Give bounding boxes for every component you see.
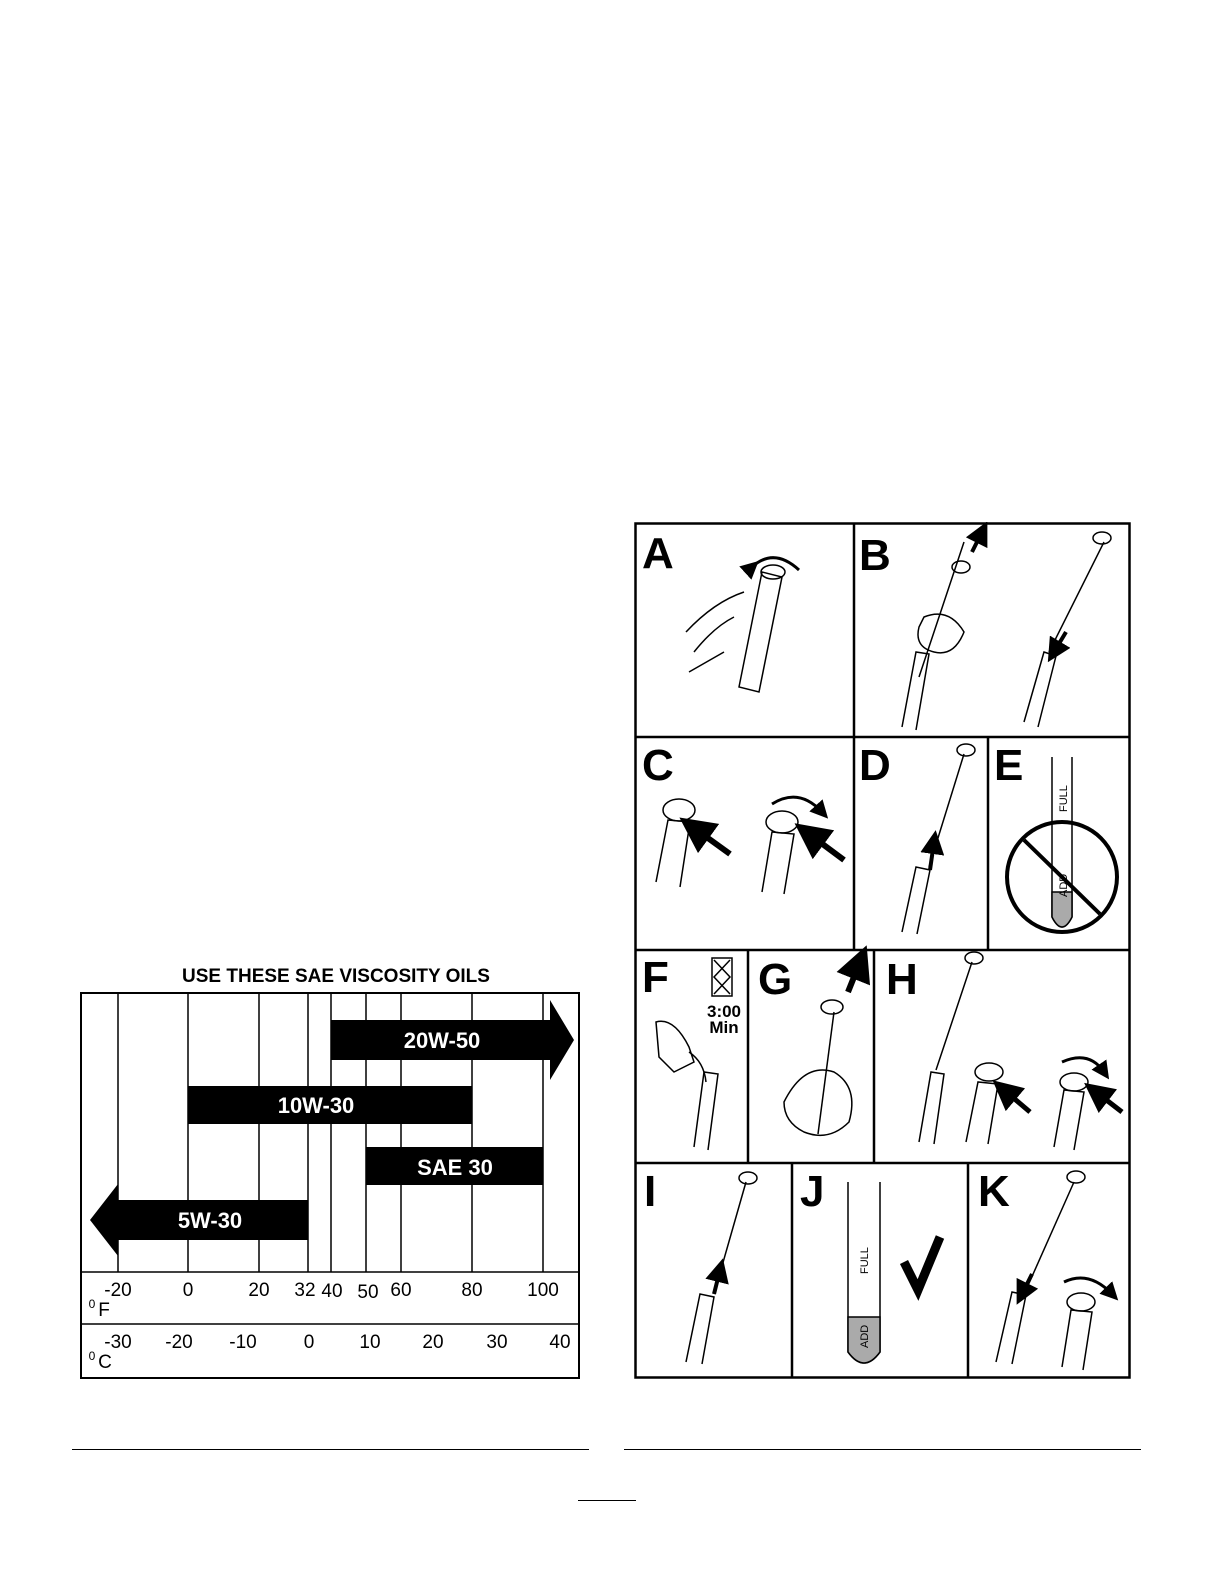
timer-time: 3:00 [706, 1002, 742, 1021]
page-number-rule [578, 1500, 636, 1501]
bar-5w-30 [90, 1184, 308, 1256]
c-tick: 20 [422, 1332, 444, 1353]
fahrenheit-label: F [98, 1300, 110, 1321]
panel-letter-h: H [886, 955, 918, 1004]
c-tick: -30 [104, 1332, 132, 1353]
panel-letter-k: K [978, 1167, 1010, 1216]
panel-letter-c: C [642, 741, 674, 790]
viscosity-chart [80, 992, 580, 1380]
timer-unit: Min [709, 1018, 739, 1037]
incorrect-oil-level-icon [1007, 757, 1117, 932]
panel-letter-b: B [859, 531, 891, 580]
remove-dipstick-illustration [784, 962, 860, 1135]
oil-check-steps-illustration [634, 522, 1132, 1380]
c-tick: 30 [486, 1332, 508, 1353]
bar-label-10w-30: 10W-30 [277, 1093, 355, 1118]
dipstick-add-label-j: ADD [859, 1324, 871, 1348]
bar-label-20w-50: 20W-50 [403, 1028, 481, 1053]
dipstick-add-label-e: ADD [1058, 873, 1070, 897]
c-tick: 10 [359, 1332, 381, 1353]
cap-tighten-illustration [656, 797, 844, 894]
panel-letter-i: I [644, 1167, 657, 1216]
bar-sae-30 [366, 1147, 543, 1185]
f-tick: 0 [182, 1280, 194, 1301]
check-dipstick-illustration [686, 1172, 757, 1364]
bar-label-sae-30: SAE 30 [417, 1155, 493, 1180]
footer-rule-left [72, 1449, 589, 1450]
bar-label-5w-30: 5W-30 [177, 1208, 243, 1233]
reinsert-and-tighten-illustration [919, 952, 1122, 1150]
f-tick: 32 [294, 1280, 316, 1301]
viscosity-chart-title: USE THESE SAE VISCOSITY OILS [182, 966, 490, 987]
c-tick: -20 [165, 1332, 193, 1353]
fill-tube-cap-illustration [686, 558, 799, 692]
panel-letter-g: G [758, 955, 793, 1004]
final-cap-tighten-illustration [996, 1171, 1112, 1370]
panel-letter-d: D [859, 741, 891, 790]
dipstick-full-label-e: FULL [1058, 785, 1070, 812]
degree-c-sup: 0 [88, 1349, 96, 1363]
celsius-label: C [98, 1352, 112, 1373]
f-tick: 80 [461, 1280, 483, 1301]
f-tick: -20 [104, 1280, 132, 1301]
c-tick: 40 [549, 1332, 571, 1353]
bar-10w-30 [188, 1086, 472, 1124]
degree-f-sup: 0 [88, 1297, 96, 1311]
bar-20w-50 [331, 1000, 574, 1080]
c-tick: 0 [303, 1332, 315, 1353]
f-tick: 40 [321, 1281, 343, 1302]
panel-letter-f: F [642, 953, 669, 1002]
f-tick: 50 [357, 1282, 379, 1303]
footer-rule-right [624, 1449, 1141, 1450]
f-tick: 100 [527, 1280, 559, 1301]
panel-letter-e: E [994, 741, 1024, 790]
panel-letter-j: J [800, 1167, 825, 1216]
wipe-dipstick-illustration [902, 532, 1111, 730]
insert-dipstick-illustration [902, 744, 975, 934]
f-tick: 20 [248, 1280, 270, 1301]
panel-letter-a: A [642, 529, 674, 578]
c-tick: -10 [229, 1332, 257, 1353]
dipstick-full-label-j: FULL [859, 1247, 871, 1274]
f-tick: 60 [390, 1280, 412, 1301]
